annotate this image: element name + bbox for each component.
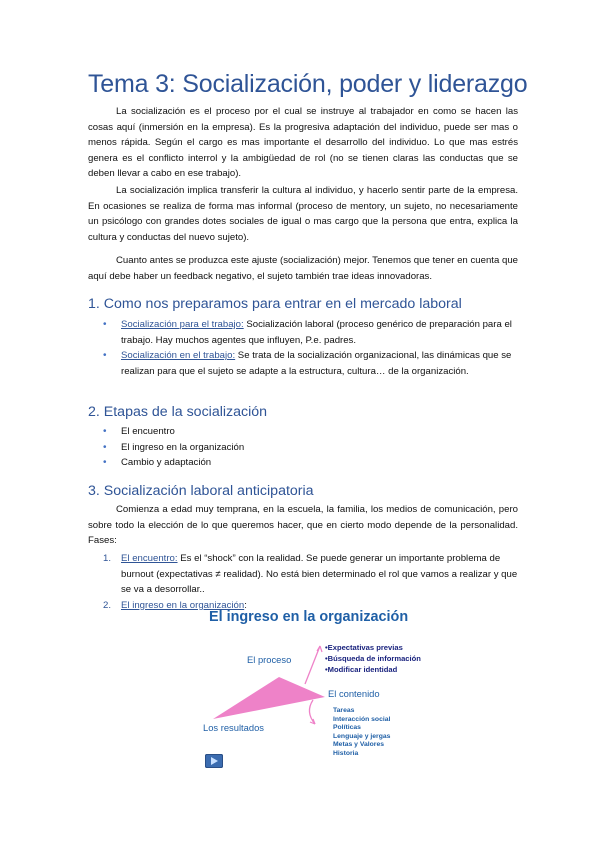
section-1-heading: 1. Como nos preparamos para entrar en el mercado laboral	[88, 296, 462, 312]
ingreso-diagram	[195, 599, 450, 772]
page-title: Tema 3: Socialización, poder y liderazgo	[88, 70, 528, 98]
list-item-text: Se trata de la socialización organizacional, las dinámicas que se realizan para que el sujeto se adapte a la estructura, cultura… de la organización.	[121, 350, 512, 377]
list-item: Políticas	[333, 724, 361, 732]
bullet-icon: •	[103, 441, 107, 453]
link-socializacion-en-el-trabajo[interactable]: Socialización en el trabajo:	[121, 350, 236, 362]
section-2-list	[103, 424, 518, 471]
section-2-heading: 2. Etapas de la socialización	[88, 404, 268, 420]
link-el-ingreso[interactable]: El ingreso en la organización	[121, 599, 245, 611]
proceso-list	[325, 642, 421, 675]
bullet-icon: •	[103, 350, 107, 362]
intro-paragraph-3: Cuanto antes se produzca este ajuste (socialización) mejor. Tenemos que tener en cuenta que aquí debe haber un feedback negativo, el sujeto también trae ideas innovadoras.	[88, 255, 518, 282]
list-item	[103, 348, 518, 379]
proceso-label: El proceso	[247, 654, 292, 665]
list-item-text: Cambio y adaptación	[121, 457, 212, 469]
list-item: Lenguaje y jergas	[333, 732, 391, 740]
list-item-text: Socialización laboral (proceso genérico de preparación para el trabajo. Hay muchos agentes que influyen, P.e. padres.	[121, 319, 512, 346]
contenido-label: El contenido	[328, 688, 380, 699]
list-item	[103, 317, 518, 348]
list-item: Metas y Valores	[333, 741, 385, 749]
list-item-text: El ingreso en la organización	[121, 441, 245, 453]
list-item	[103, 551, 518, 598]
section-3-intro: Comienza a edad muy temprana, en la escuela, la familia, los medios de comunicación, pero sobre todo la elección de lo que queremos hacer, que en cierto modo depende de la personalidad. Fases:	[88, 504, 518, 547]
section-1-list	[103, 317, 518, 379]
intro-paragraph-1: La socialización es el proceso por el cual se instruye al trabajador en como se hacen las cosas aquí (inmersión en la empresa). Es la progresiva adaptación del individuo, puede ser mas o menos rápida. Según el cargo es mas importante el desarrollo del individuo. Lo que mas estrés genera es el conflicto interrol y la ambigüedad de rol (no se tienen claras las conductas que se deben llevar a cabo en ese trabajo).	[88, 106, 518, 180]
list-item	[103, 455, 518, 471]
link-el-encuentro[interactable]: El encuentro:	[121, 553, 178, 564]
list-item: •Búsqueda de información	[325, 654, 421, 663]
diagram-title: El ingreso en la organización	[209, 609, 409, 625]
list-item-text: Es el “shock” con la realidad. Se puede generar un importante problema de burnout (expectativas ≠ realidad). No está bien determinado el rol que vamos a realizar y que se va a desorrollar..	[121, 553, 518, 596]
bullet-icon: •	[103, 426, 107, 437]
list-item: Tareas	[333, 707, 355, 714]
link-socializacion-para-el-trabajo[interactable]: Socialización para el trabajo:	[121, 319, 244, 330]
arrow-to-proceso	[305, 646, 320, 684]
bullet-icon: •	[103, 457, 107, 469]
list-item-text: El encuentro	[121, 426, 175, 437]
bullet-icon: •	[103, 319, 107, 330]
list-item: Interacción social	[333, 715, 391, 723]
intro-paragraph-2: La socialización implica transferir la cultura al individuo, y hacerlo sentir parte de la empresa. En ocasiones se realiza de forma mas informal (proceso de mentory, un sujeto, no necesariamente un psicólogo con grandes dotes sociales de igual o mas cargo que la persona que entra, explica la cultura y conductas del nuevo sujeto).	[88, 185, 518, 243]
resultados-label: Los resultados	[203, 722, 264, 733]
list-item: •Expectativas previas	[325, 643, 403, 652]
list-item	[103, 440, 518, 456]
contenido-list	[333, 707, 390, 759]
play-button-icon[interactable]	[205, 754, 223, 768]
triangle-shape	[213, 677, 325, 719]
list-item: •Modificar identidad	[325, 665, 398, 674]
list-number: 2.	[103, 599, 112, 611]
section-3-heading: 3. Socialización laboral anticipatoria	[88, 483, 314, 499]
list-item	[103, 424, 518, 440]
list-item: Historia	[333, 749, 359, 757]
list-number: 1.	[103, 553, 112, 564]
list-item-text: :	[244, 599, 247, 611]
diagram-arrows	[195, 599, 450, 772]
